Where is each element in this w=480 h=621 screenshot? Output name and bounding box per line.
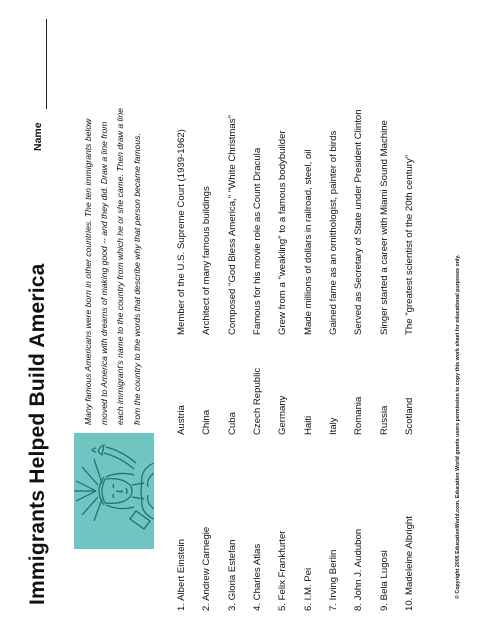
immigrant-name: 5. Felix Frankfurter <box>277 530 288 611</box>
immigrant-name: 1. Albert Einstein <box>176 539 187 611</box>
copyright-notice: © Copyright 2005 EducationWorld.com. Education World grants users permission to copy this work sheet for educational purposes only. <box>455 254 461 599</box>
fame-description: Singer started a career with Miami Sound Machine <box>379 120 390 335</box>
country-option: Cuba <box>227 412 238 435</box>
fame-description: Gained fame as an ornithologist, painter of birds <box>328 130 339 335</box>
instructions-paragraph <box>80 15 145 425</box>
instructions-line: each immigrant's name to the country from which he or she came. Then draw a line <box>115 108 126 425</box>
instructions-line: moved to America with dreams of making good -- and they did. Draw a line from <box>99 121 110 425</box>
immigrant-name: 7. Irving Berlin <box>328 549 339 611</box>
fame-description: Composed "God Bless America," "White Christmas" <box>227 115 238 335</box>
country-option: Scotland <box>404 397 415 435</box>
fame-description: Served as Secretary of State under President Clinton <box>353 109 364 335</box>
immigrant-name: 3. Gloria Estefan <box>227 539 238 611</box>
fame-description: Architect of many famous buildings <box>201 186 212 335</box>
country-option: Czech Republic <box>252 367 263 435</box>
fame-description: Made millions of dollars in railroad, steel, oil <box>303 149 314 335</box>
immigrant-name: 2. Andrew Carnegie <box>201 526 212 611</box>
immigrant-name: 10. Madeleine Albright <box>404 516 415 611</box>
country-option: Italy <box>328 417 339 435</box>
immigrant-name: 8. John J. Audubon <box>353 528 364 611</box>
immigrant-name: 6. I.M. Pei <box>303 567 314 611</box>
statue-of-liberty-icon <box>74 433 154 549</box>
fame-description: Famous for his movie role as Count Dracula <box>252 147 263 335</box>
fame-description: The "greatest scientist of the 20th century" <box>404 154 415 335</box>
immigrant-name: 9. Bela Lugosi <box>379 550 390 611</box>
name-label: Name <box>32 122 44 151</box>
country-option: Austria <box>176 405 187 435</box>
country-option: Russia <box>379 405 390 435</box>
worksheet-title: Immigrants Helped Build America <box>26 263 49 605</box>
country-option: Romania <box>353 396 364 435</box>
fame-description: Grew from a "weakling" to a famous bodybuilder <box>277 130 288 335</box>
country-option: China <box>201 409 212 435</box>
fame-description: Member of the U.S. Supreme Court (1939-1962) <box>176 129 187 335</box>
instructions-line: from the country to the words that describe why that person became famous. <box>131 133 142 425</box>
statue-of-liberty-image <box>74 433 154 549</box>
country-option: Germany <box>277 395 288 435</box>
immigrant-name: 4. Charles Atlas <box>252 543 263 611</box>
name-field-line[interactable] <box>46 19 47 109</box>
instructions-line: Many famous Americans were born in other countries. The ten immigrants below <box>83 118 93 425</box>
country-option: Haiti <box>303 415 314 435</box>
